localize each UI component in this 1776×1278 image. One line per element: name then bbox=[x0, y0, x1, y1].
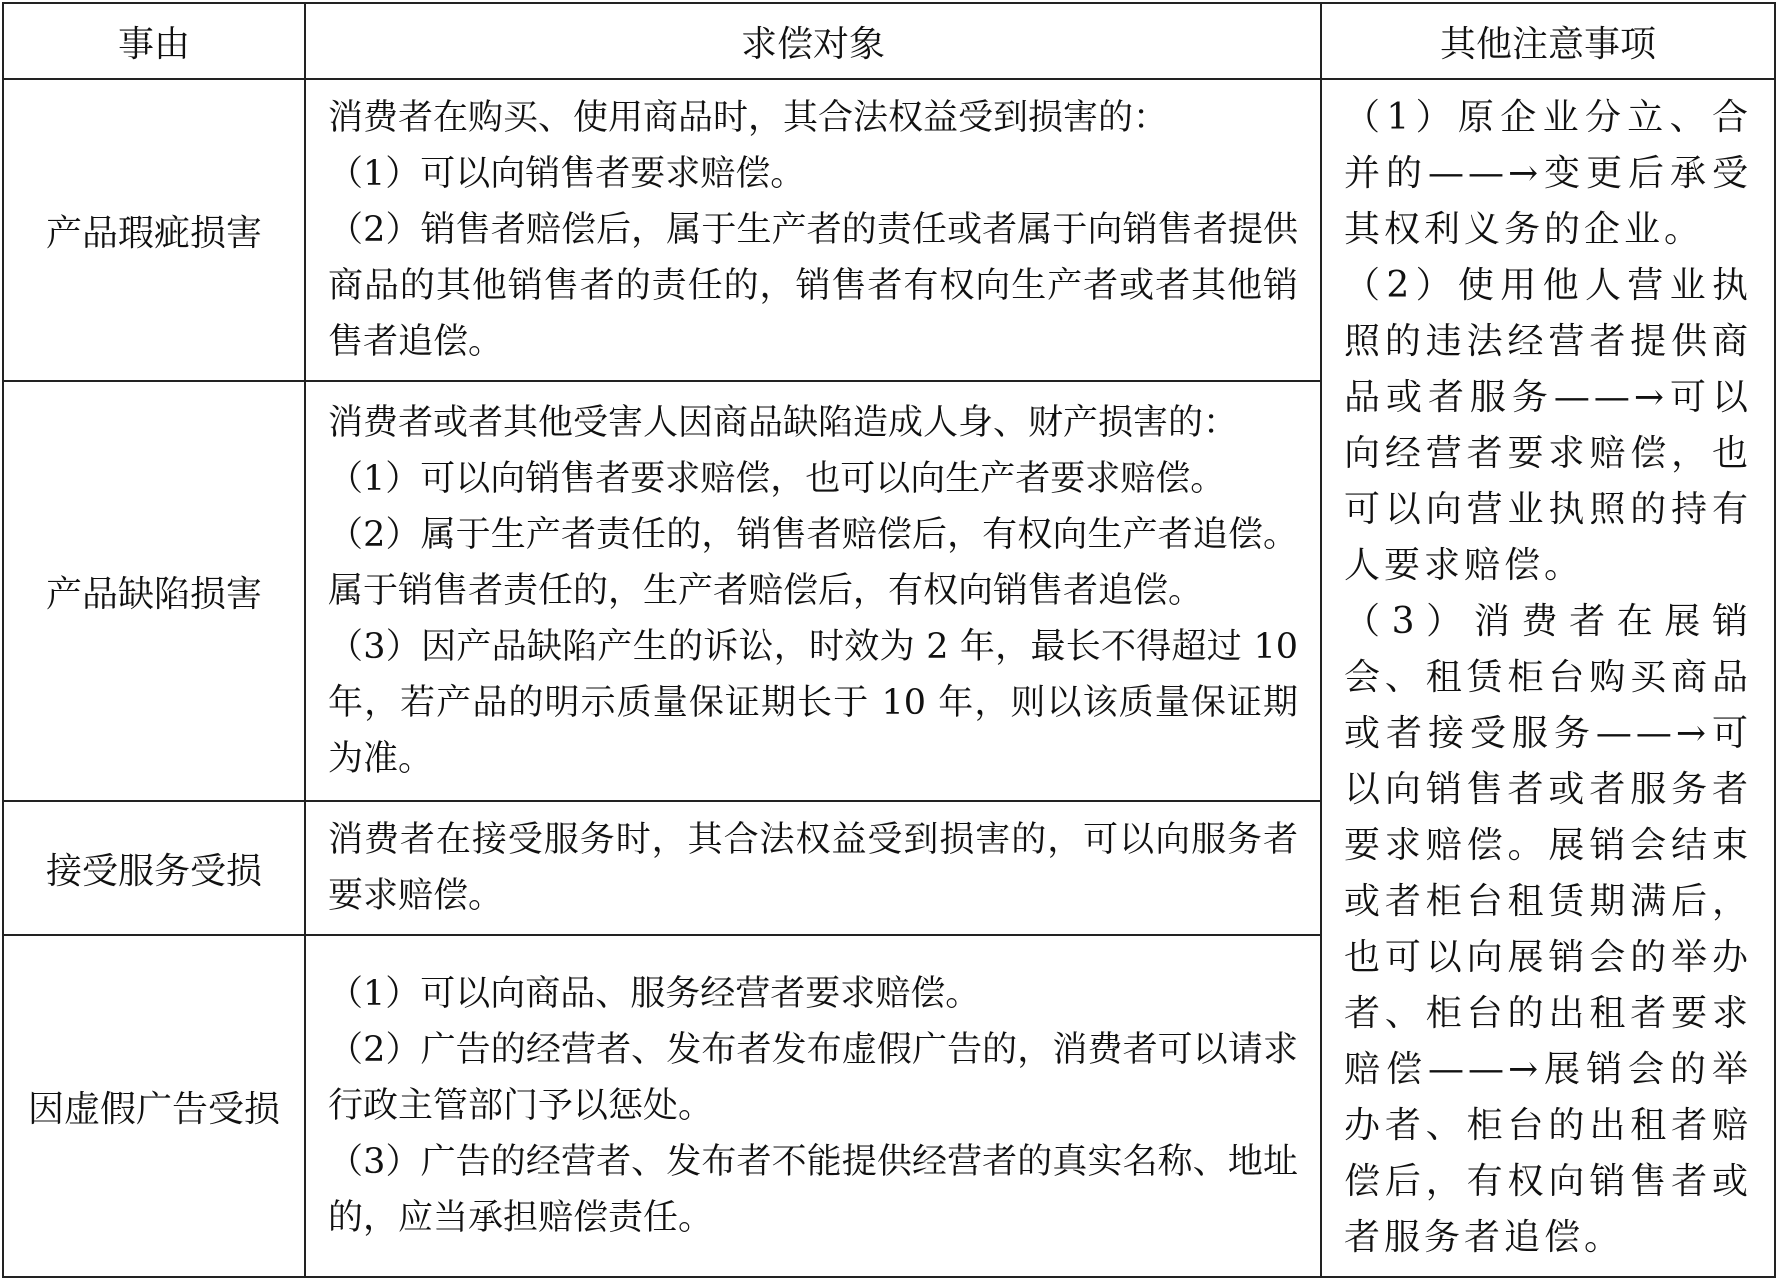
detail-line: （1）可以向商品、服务经营者要求赔偿。 bbox=[328, 974, 981, 1014]
detail-cell bbox=[305, 935, 1321, 1277]
note-item: （3）消费者在展销会、租赁柜台购买商品或者接受服务——→可以向销售者或者服务者要求赔偿。展销会结束或者柜台租赁期满后，也可以向展销会的举办者、柜台的出租者要求赔偿——→展销会的举办者、柜台的出租者赔偿后，有权向销售者或者服务者追偿。 bbox=[1344, 601, 1752, 1258]
detail-line: （3）因产品缺陷产生的诉讼，时效为 2 年，最长不得超过 10 年，若产品的明示质量保证期长于 10 年，则以该质量保证期为准。 bbox=[328, 627, 1298, 779]
detail-line: （1）可以向销售者要求赔偿。 bbox=[328, 154, 806, 194]
detail-line: 消费者在接受服务时，其合法权益受到损害的，可以向服务者要求赔偿。 bbox=[328, 820, 1298, 916]
header-compensation-target: 求偿对象 bbox=[305, 3, 1321, 79]
detail-cell bbox=[305, 801, 1321, 935]
cause-cell: 产品缺陷损害 bbox=[3, 381, 305, 801]
detail-line: （3）广告的经营者、发布者不能提供经营者的真实名称、地址的，应当承担赔偿责任。 bbox=[328, 1142, 1298, 1238]
detail-line: （2）属于生产者责任的，销售者赔偿后，有权向生产者追偿。属于销售者责任的，生产者赔偿后，有权向销售者追偿。 bbox=[328, 515, 1298, 611]
detail-line: （1）可以向销售者要求赔偿，也可以向生产者要求赔偿。 bbox=[328, 459, 1226, 499]
note-item: （2）使用他人营业执照的违法经营者提供商品或者服务——→可以向经营者要求赔偿，也可以向营业执照的持有人要求赔偿。 bbox=[1344, 265, 1752, 586]
detail-line: 消费者在购买、使用商品时，其合法权益受到损害的： bbox=[328, 98, 1169, 138]
detail-line: （2）销售者赔偿后，属于生产者的责任或者属于向销售者提供商品的其他销售者的责任的，销售者有权向生产者或者其他销售者追偿。 bbox=[328, 210, 1298, 362]
cause-cell: 产品瑕疵损害 bbox=[3, 79, 305, 381]
cause-cell: 接受服务受损 bbox=[3, 801, 305, 935]
header-cause: 事由 bbox=[3, 3, 305, 79]
detail-cell bbox=[305, 381, 1321, 801]
header-other-notes: 其他注意事项 bbox=[1321, 3, 1775, 79]
compensation-table bbox=[2, 2, 1776, 1278]
detail-line: 消费者或者其他受害人因商品缺陷造成人身、财产损害的： bbox=[328, 403, 1239, 443]
other-notes-cell bbox=[1321, 79, 1775, 1277]
cause-cell: 因虚假广告受损 bbox=[3, 935, 305, 1277]
detail-line: （2）广告的经营者、发布者发布虚假广告的，消费者可以请求行政主管部门予以惩处。 bbox=[328, 1030, 1298, 1126]
note-item: （1）原企业分立、合并的——→变更后承受其权利义务的企业。 bbox=[1344, 97, 1752, 250]
header-row bbox=[3, 3, 1775, 79]
table-row bbox=[3, 79, 1775, 381]
detail-cell bbox=[305, 79, 1321, 381]
